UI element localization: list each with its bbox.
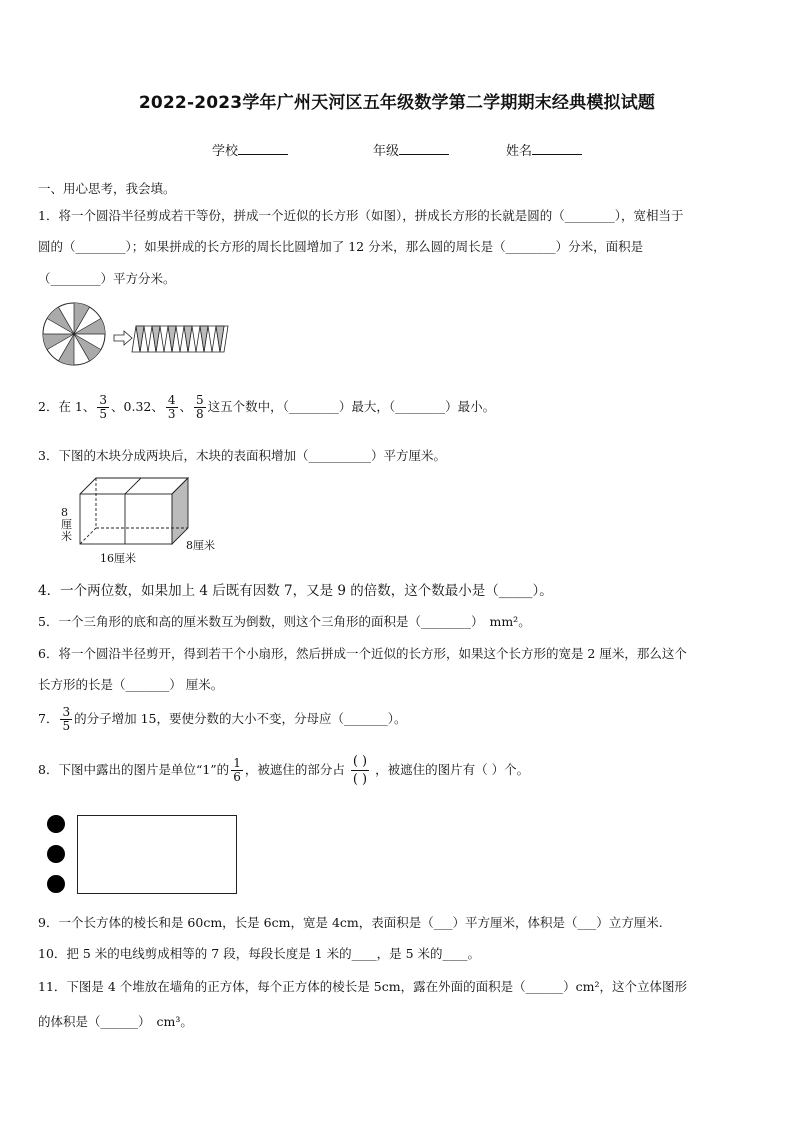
q1-line3: （________）平方分米。 <box>38 271 176 286</box>
q1-line2: 圆的（________）；如果拼成的长方形的周长比圆增加了 12 分米，那么圆的周长是（________）分米，面积是 <box>38 239 644 254</box>
q2-line: 2．在 1、 $\frac{3}{5}$ 、0.32、 $\frac{4}{3}$ 、 $\frac{5}{8}$ 这五个数中，（________）最大，（________）最小。 <box>38 393 496 421</box>
school-field[interactable] <box>212 140 288 159</box>
section-heading: 一、用心思考，我会填。 <box>38 181 176 196</box>
q11-line2: 的体积是（______） cm³。 <box>38 1014 193 1029</box>
q3-line: 3．下图的木块分成两块后，木块的表面积增加（__________）平方厘米。 <box>38 448 446 463</box>
q10-line: 10．把 5 米的电线剪成相等的 7 段，每段长度是 1 米的____，是 5 米的____。 <box>38 946 481 961</box>
arrow-icon <box>114 331 132 345</box>
approx-rectangle <box>132 326 228 352</box>
height-label: 8 厘 米 <box>61 506 72 543</box>
grade-label: 年级 <box>373 144 400 159</box>
black-dot <box>47 815 65 833</box>
fraction-3-5: $\frac{3}{5}$ <box>99 393 108 421</box>
circle-to-rectangle-figure <box>40 302 230 368</box>
black-dot <box>47 845 65 863</box>
fraction-1-6: $\frac{1}{6}$ <box>233 756 241 784</box>
q8-line: 8．下图中露出的图片是单位“1”的 $\frac{1}{6}$ ，被遮住的部分占 $\frac{( )}{( )}$ ，被遮住的图片有（ ）个。 <box>38 754 530 787</box>
sliced-circle <box>43 303 105 365</box>
page-title: 2022-2023学年广州天河区五年级数学第二学期期末经典模拟试题 <box>138 93 656 113</box>
q11-line1: 11．下图是 4 个堆放在墙角的正方体，每个正方体的棱长是 5cm，露在外面的面积是（______）cm²，这个立体图形 <box>38 979 687 994</box>
name-label: 姓名 <box>506 144 533 159</box>
grade-field[interactable] <box>373 140 449 159</box>
q6-line1: 6．将一个圆沿半径剪开，得到若干个小扇形，然后拼成一个近似的长方形，如果这个长方形的宽是 2 厘米，那么这个 <box>38 646 687 661</box>
blank-fraction: $\frac{( )}{( )}$ <box>352 754 368 787</box>
school-label: 学校 <box>212 144 239 159</box>
fraction-4-3: $\frac{4}{3}$ <box>167 393 176 421</box>
q5-line: 5．一个三角形的底和高的厘米数互为倒数，则这个三角形的面积是（________） mm²。 <box>38 614 531 629</box>
cover-rectangle <box>77 815 237 894</box>
q4-line: 4．一个两位数，如果加上 4 后既有因数 7，又是 9 的倍数，这个数最小是（_____）。 <box>38 583 553 599</box>
q1-line1: 1．将一个圆沿半径剪成若干等份，拼成一个近似的长方形（如图），拼成长方形的长就是圆的（________），宽相当于 <box>38 208 684 223</box>
length-label: 16厘米 <box>100 552 136 565</box>
wood-block-figure <box>78 476 192 548</box>
q9-line: 9．一个长方体的棱长和是 60cm，长是 6cm，宽是 4cm，表面积是（___）平方厘米，体积是（___）立方厘米. <box>38 915 663 930</box>
fraction-3-5-q7: $\frac{3}{5}$ <box>62 705 71 733</box>
fraction-5-8: $\frac{5}{8}$ <box>196 393 204 421</box>
name-field[interactable] <box>506 140 582 159</box>
q7-line: 7． $\frac{3}{5}$ 的分子增加 15，要使分数的大小不变，分母应（_______）。 <box>38 705 407 733</box>
width-label: 8厘米 <box>186 539 215 552</box>
q6-line2: 长方形的长是（_______） 厘米。 <box>38 677 224 692</box>
black-dot <box>47 875 65 893</box>
